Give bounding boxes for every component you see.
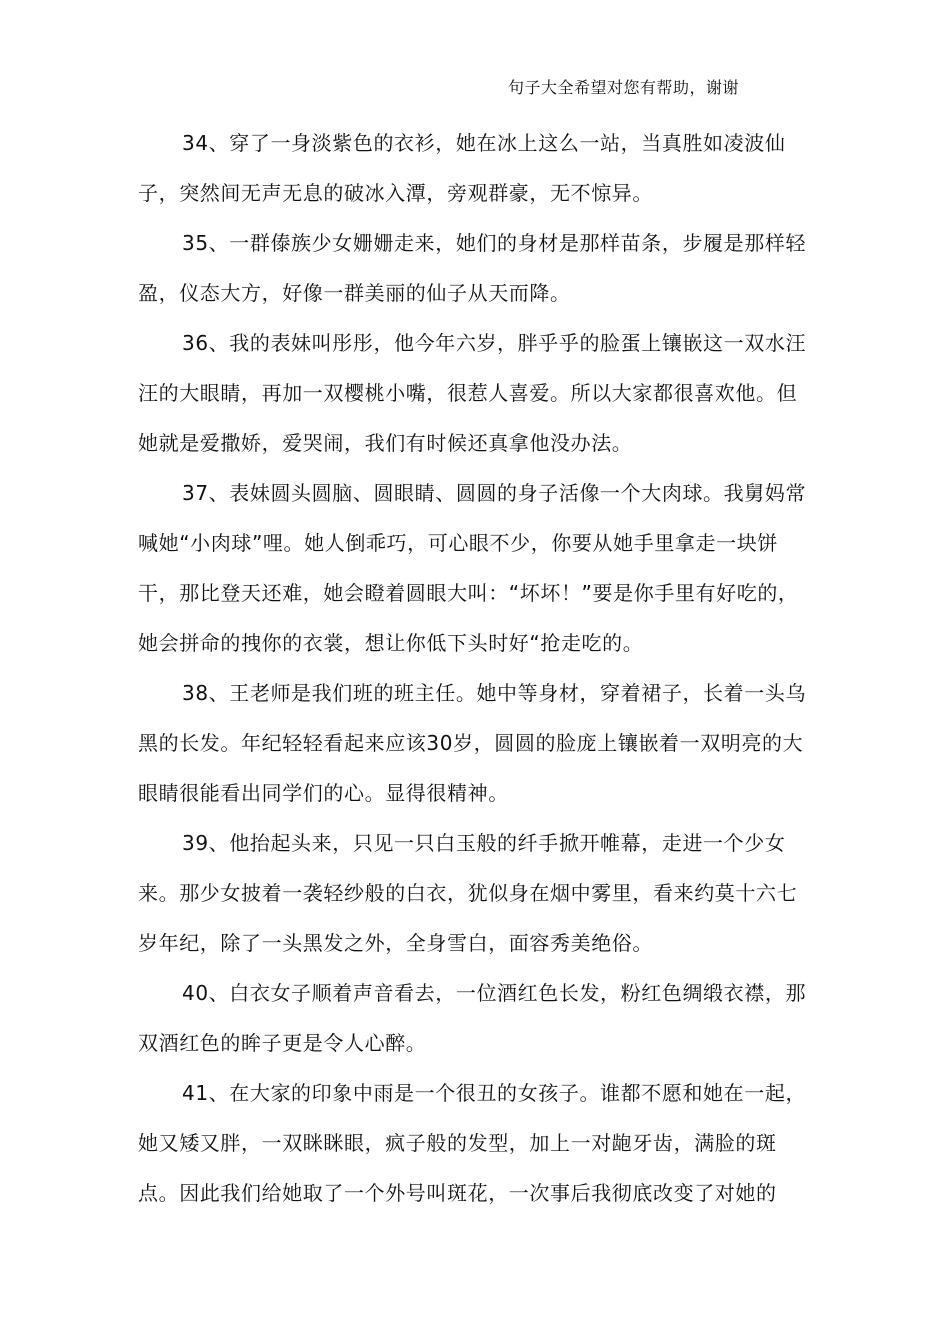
- paragraph-36: 36、我的表妹叫彤彤，他今年六岁，胖乎乎的脸蛋上镶嵌这一双水汪汪的大眼睛，再加一双樱桃小嘴，很惹人喜爱。所以大家都很喜欢他。但她就是爱撒娇，爱哭闹，我们有时候还真拿他没办法。: [138, 331, 807, 455]
- header-note: 句子大全希望对您有帮助，谢谢: [508, 78, 740, 97]
- paragraph-38: 38、王老师是我们班的班主任。她中等身材，穿着裙子，长着一头乌黑的长发。年纪轻轻看起来应该30岁，圆圆的脸庞上镶嵌着一双明亮的大眼睛很能看出同学们的心。显得很精神。: [138, 681, 807, 805]
- paragraph-39: 39、他抬起头来，只见一只白玉般的纤手掀开帷幕，走进一个少女来。那少女披着一袭轻纱般的白衣，犹似身在烟中雾里，看来约莫十六七岁年纪，除了一头黑发之外，全身雪白，面容秀美绝俗。: [138, 831, 798, 955]
- paragraph-37: 37、表妹圆头圆脑、圆眼睛、圆圆的身子活像一个大肉球。我舅妈常喊她“小肉球”哩。她人倒乖巧，可心眼不少，你要从她手里拿走一块饼干，那比登天还难，她会瞪着圆眼大叫：“坏坏！”要是你手里有好吃的，她会拼命的拽你的衣裳，想让你低下头时好“抢走吃的。: [138, 481, 807, 655]
- paragraph-35: 35、一群傣族少女姗姗走来，她们的身材是那样苗条，步履是那样轻盈，仪态大方，好像一群美丽的仙子从天而降。: [138, 231, 807, 305]
- paragraph-34: 34、穿了一身淡紫色的衣衫，她在冰上这么一站，当真胜如凌波仙子，突然间无声无息的破冰入潭，旁观群豪，无不惊异。: [138, 131, 786, 205]
- paragraph-41: 41、在大家的印象中雨是一个很丑的女孩子。谁都不愿和她在一起，她又矮又胖，一双眯眯眼，疯子般的发型，加上一对龅牙齿，满脸的斑点。因此我们给她取了一个外号叫斑花，一次事后我彻底改变了对她的: [138, 1081, 807, 1205]
- paragraph-40: 40、白衣女子顺着声音看去，一位酒红色长发，粉红色绸缎衣襟，那双酒红色的眸子更是令人心醉。: [138, 981, 807, 1055]
- body-text: [138, 118, 814, 1218]
